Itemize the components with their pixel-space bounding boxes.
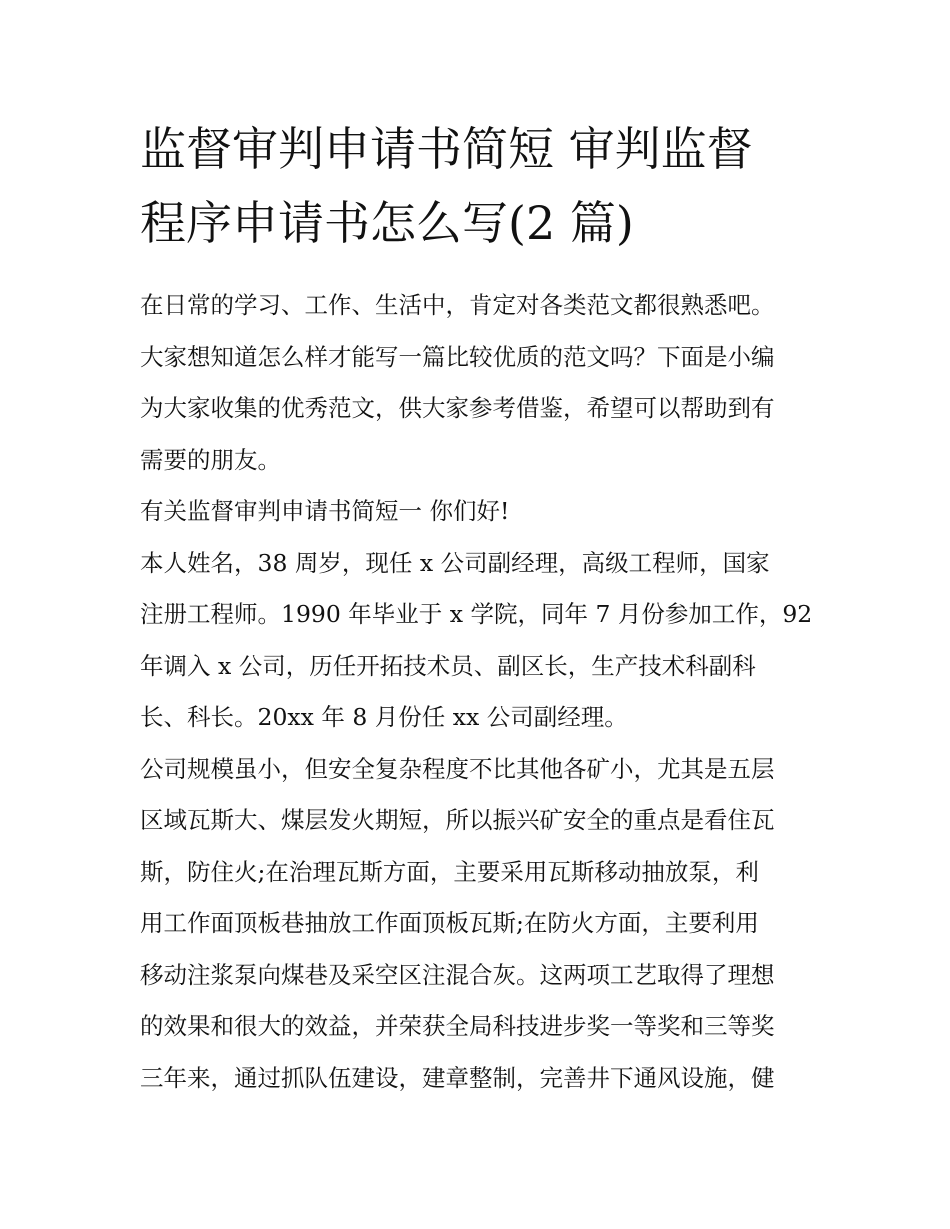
document-title [140, 112, 820, 260]
text-line: 公司规模虽小，但安全复杂程度不比其他各矿小，尤其是五层 [140, 754, 775, 783]
text-line: 长、科长。20xx 年 8 月份任 xx 公司副经理。 [140, 703, 628, 731]
text-line: 为大家收集的优秀范文，供大家参考借鉴，希望可以帮助到有 [140, 394, 775, 422]
text-line: 用工作面顶板巷抽放工作面顶板瓦斯;在防火方面，主要利用 [140, 909, 759, 937]
text-line: 区域瓦斯大、煤层发火期短，所以振兴矿安全的重点是看住瓦 [140, 806, 775, 834]
text-line: 三年来，通过抓队伍建设，建章整制，完善井下通风设施，健 [140, 1063, 775, 1092]
personal-info-paragraph [140, 538, 820, 744]
section-heading-paragraph [140, 486, 820, 538]
text-line: 移动注浆泵向煤巷及采空区注混合灰。这两项工艺取得了理想 [140, 960, 775, 989]
title-line: 监督审判申请书简短 审判监督 [140, 122, 753, 176]
document-body [140, 280, 820, 1104]
text-line: 在日常的学习、工作、生活中，肯定对各类范文都很熟悉吧。 [140, 291, 775, 319]
text-line: 注册工程师。1990 年毕业于 x 学院，同年 7 月份参加工作，92 [140, 600, 813, 628]
text-line: 年调入 x 公司，历任开拓技术员、副区长，生产技术科副科 [140, 651, 756, 680]
text-line: 需要的朋友。 [140, 445, 281, 474]
text-line: 斯，防住火;在治理瓦斯方面，主要采用瓦斯移动抽放泵，利 [140, 857, 759, 886]
title-line: 程序申请书怎么写(2 篇) [140, 196, 634, 250]
text-line: 本人姓名，38 周岁，现任 x 公司副经理，高级工程师，国家 [140, 548, 770, 577]
intro-paragraph [140, 280, 820, 486]
company-safety-paragraph [140, 744, 820, 1105]
text-line: 大家想知道怎么样才能写一篇比较优质的范文吗？下面是小编 [140, 342, 775, 371]
text-line: 有关监督审判申请书简短一 你们好! [140, 497, 510, 525]
text-line: 的效果和很大的效益，并荣获全局科技进步奖一等奖和三等奖 [140, 1012, 775, 1040]
